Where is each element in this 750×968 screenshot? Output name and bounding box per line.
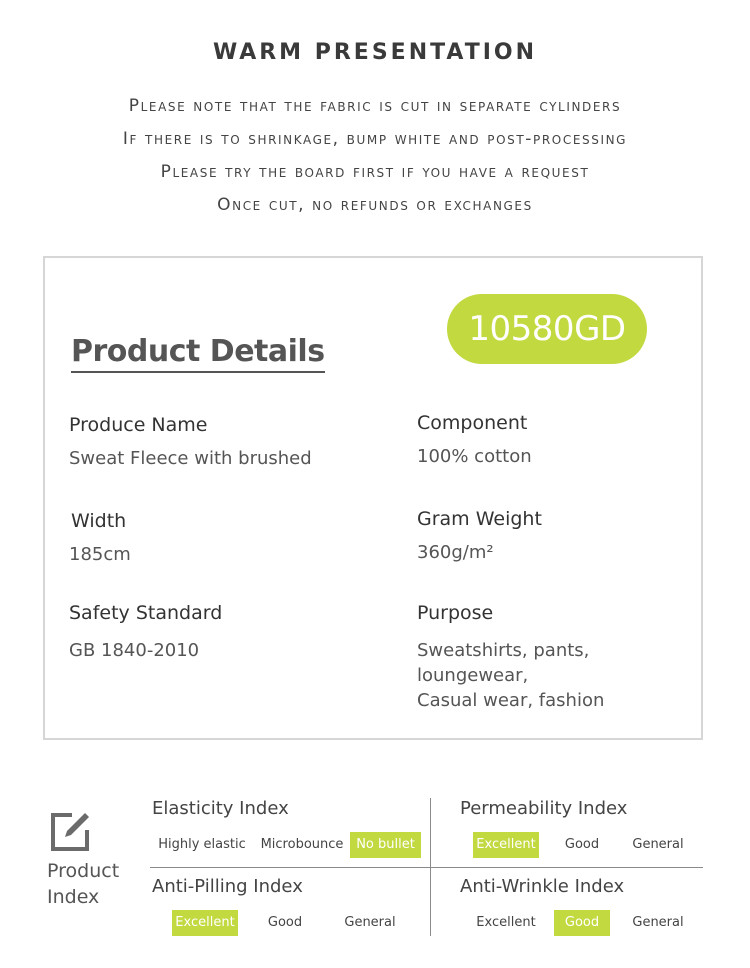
field-gram-weight — [417, 508, 542, 565]
edit-icon — [48, 810, 92, 854]
permeability-option: Good — [564, 837, 600, 852]
anti-wrinkle-option-selected: Good — [554, 910, 610, 936]
caption-line: Index — [47, 886, 100, 908]
elasticity-option: Microbounce — [260, 837, 344, 852]
field-value: 360g/m² — [417, 542, 494, 563]
product-index-section — [0, 790, 750, 960]
anti-pilling-option: Good — [267, 915, 303, 930]
caption-line: Product — [47, 860, 120, 882]
anti-pilling-option: General — [344, 915, 396, 930]
notice-line: Please note that the fabric is cut in separate cylinders — [128, 96, 622, 116]
elasticity-option: Highly elastic — [158, 837, 246, 852]
notice-line: Once cut, no refunds or exchanges — [217, 195, 533, 215]
anti-wrinkle-option: Excellent — [476, 915, 536, 930]
field-label: Width — [71, 510, 127, 532]
field-label: Component — [417, 412, 528, 434]
page-title: WARM PRESENTATION — [212, 40, 538, 65]
notice-line: If there is to shrinkage, bump white and post-processing — [122, 129, 628, 149]
field-label: Gram Weight — [417, 508, 542, 530]
anti-wrinkle-option: General — [632, 915, 684, 930]
field-label: Produce Name — [69, 414, 208, 436]
field-width — [71, 510, 131, 567]
grid-divider-horizontal — [150, 867, 703, 868]
elasticity-option-selected: No bullet — [350, 832, 421, 858]
permeability-option: General — [632, 837, 684, 852]
field-value: 185cm — [69, 544, 131, 565]
product-code-badge: 10580GD — [447, 294, 647, 364]
field-label: Safety Standard — [69, 602, 223, 624]
product-index-caption — [47, 858, 137, 910]
product-details-heading: Product Details — [71, 334, 325, 373]
field-value: Sweat Fleece with brushed — [69, 448, 312, 469]
field-value-line: loungewear, — [417, 665, 529, 686]
field-safety-standard — [69, 602, 222, 663]
field-label: Purpose — [417, 602, 494, 624]
anti-pilling-index-title: Anti-Pilling Index — [152, 876, 303, 897]
field-value: GB 1840-2010 — [69, 640, 200, 661]
field-purpose — [417, 602, 604, 713]
elasticity-index-title: Elasticity Index — [152, 798, 289, 819]
permeability-index-title: Permeability Index — [460, 798, 628, 819]
field-value: 100% cotton — [417, 446, 532, 467]
anti-pilling-option-selected: Excellent — [172, 910, 238, 936]
permeability-option-selected: Excellent — [473, 832, 539, 858]
field-value-line: Casual wear, fashion — [417, 690, 605, 711]
product-details-card — [43, 256, 703, 740]
notice-list — [0, 94, 750, 226]
notice-line: Please try the board first if you have a request — [160, 162, 590, 182]
field-value-line: Sweatshirts, pants, — [417, 640, 590, 661]
field-component — [417, 412, 532, 469]
anti-wrinkle-index-title: Anti-Wrinkle Index — [460, 876, 625, 897]
field-product-name — [69, 414, 312, 471]
